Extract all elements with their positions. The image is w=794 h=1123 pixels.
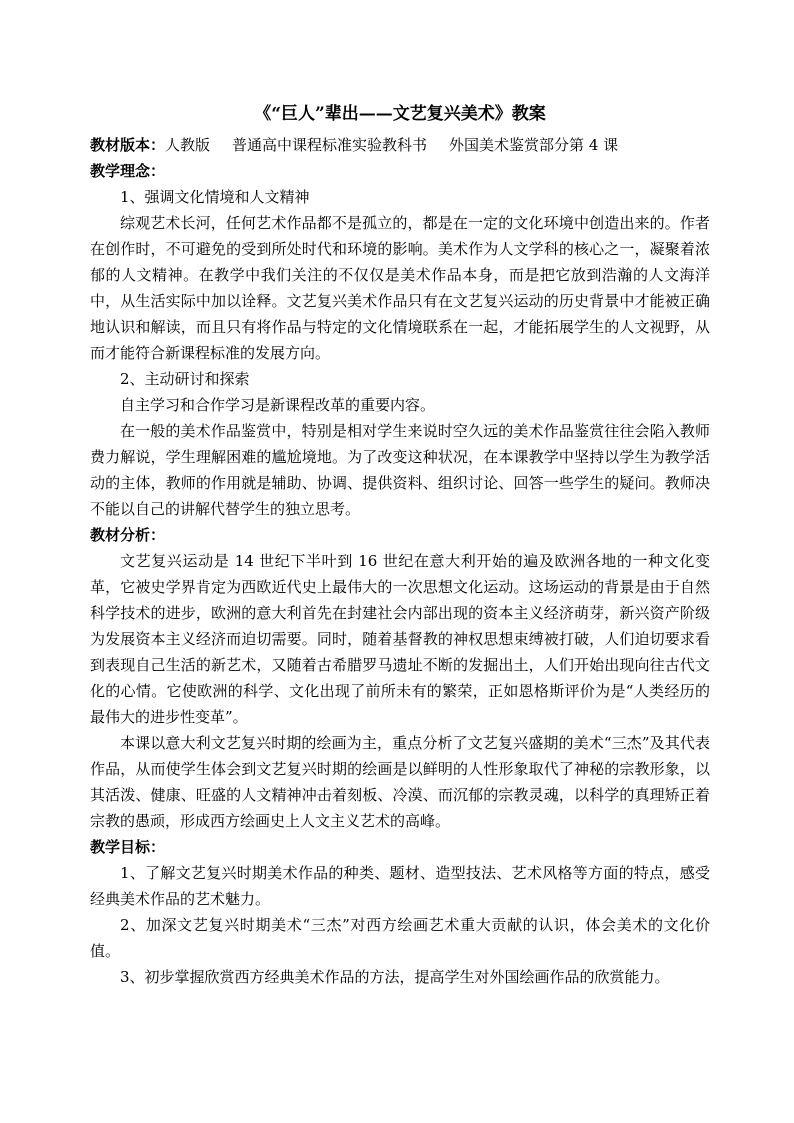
philosophy-heading <box>90 158 710 184</box>
analysis-text2: 本课以意大利文艺复兴时期的绘画为主，重点分析了文艺复兴盛期的美术“三杰”及其代表作品，从而使学生体会到文艺复兴时期的绘画是以鲜明的人性形象取代了神秘的宗教形象，以其活泼、健康、旺盛的人文精神冲击着刻板、冷漠、而沉郁的宗教灵魂，以科学的真理矫正着宗教的愚顽，形成西方绘画史上人文主义艺术的高峰。 <box>90 734 710 830</box>
analysis-heading-text: 教材分析： <box>90 526 166 544</box>
philosophy-point1-title: 1、强调文化情境和人文精神 <box>120 188 310 206</box>
document-title: 《“巨人”辈出——文艺复兴美术》教案 <box>254 104 546 124</box>
goal-item-2: 2、加深文艺复兴时期美术“三杰”对西方绘画艺术重大贡献的认识，体会美术的文化价值。 <box>90 916 710 960</box>
analysis-text1: 文艺复兴运动是 14 世纪下半叶到 16 世纪在意大利开始的遍及欧洲各地的一种文化变革，它被史学界肯定为西欧近代史上最伟大的一次思想文化运动。这场运动的背景是由于自然科学技术的进步，欧洲的意大利首先在封建社会内部出现的资本主义经济萌芽，新兴资产阶级为发展资本主义经济而迫切需要。同时，随着基督教的神权思想束缚被打破，人们迫切要求看到表现自己生活的新艺术，又随着古希腊罗马遗址不断的发掘出土，人们开始出现向往古代文化的心情。它使欧洲的科学、文化出现了前所未有的繁荣，正如恩格斯评价为是“人类经历的最伟大的进步性变革”。 <box>90 552 710 726</box>
document-page <box>90 100 710 990</box>
edition-section: 外国美术鉴赏部分第 4 课 <box>449 136 619 154</box>
philosophy-heading-text: 教学理念： <box>90 162 166 180</box>
goal-item-3: 3、初步掌握欣赏西方经典美术作品的方法，提高学生对外国绘画作品的欣赏能力。 <box>120 968 670 986</box>
philosophy-point2-title: 2、主动研讨和探索 <box>120 370 250 388</box>
edition-line <box>90 132 710 158</box>
goals-heading-text: 教学目标： <box>90 838 166 856</box>
goal-item-1: 1、了解文艺复兴时期美术作品的种类、题材、造型技法、艺术风格等方面的特点，感受经典美术作品的艺术魅力。 <box>90 864 710 908</box>
philosophy-point2-text2: 在一般的美术作品鉴赏中，特别是相对学生来说时空久远的美术作品鉴赏往往会陷入教师费力解说，学生理解困难的尴尬境地。为了改变这种状况，在本课教学中坚持以学生为教学活动的主体，教师的作用就是辅助、协调、提供资料、组织讨论、回答一些学生的疑问。教师决不能以自己的讲解代替学生的独立思考。 <box>90 422 710 518</box>
philosophy-point2-text1: 自主学习和合作学习是新课程改革的重要内容。 <box>120 396 436 414</box>
philosophy-point1-text: 综观艺术长河，任何艺术作品都不是孤立的，都是在一定的文化环境中创造出来的。作者在创作时，不可避免的受到所处时代和环境的影响。美术作为人文学科的核心之一，凝聚着浓郁的人文精神。在教学中我们关注的不仅仅是美术作品本身，而是把它放到浩瀚的人文海洋中，从生活实际中加以诠释。文艺复兴美术作品只有在文艺复兴运动的历史背景中才能被正确地认识和解读，而且只有将作品与特定的文化情境联系在一起，才能拓展学生的人文视野，从而才能符合新课程标准的发展方向。 <box>90 214 710 362</box>
edition-label: 教材版本： <box>90 136 166 154</box>
analysis-heading <box>90 522 710 548</box>
edition-publisher: 人教版 <box>165 136 211 154</box>
edition-book: 普通高中课程标准实验教科书 <box>232 136 428 154</box>
goals-heading <box>90 834 710 860</box>
